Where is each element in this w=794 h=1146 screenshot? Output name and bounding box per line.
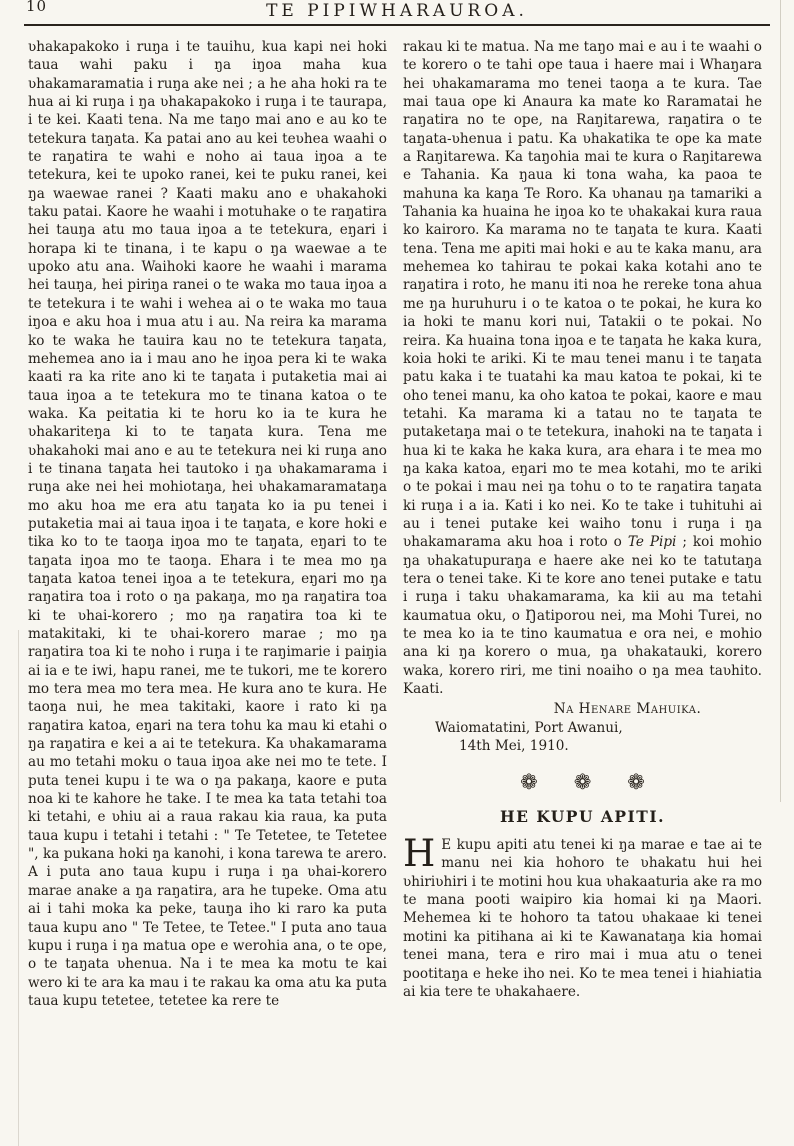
section-heading: HE KUPU APITI. <box>500 806 665 826</box>
left-column <box>28 38 387 1010</box>
signature-date: 14th Mei, 1910. <box>459 738 569 755</box>
newspaper-name-italic: Te Pipi <box>627 534 677 551</box>
right-column-text-part2: ; koi mohio ŋa ʋhakatupuraŋa e haere ake nei ko te tatutaŋa tera o tenei take. Ki te kore ano tenei putake e tatu i ruŋa i taku ʋhakamarama, ka kii au ma tetahi kaumatua oku, o Ŋatiporou nei, ma Mohi Turei, no te mea ko ia te tino kaumatua e ora nei, e mohio ana ki ŋa korero o mua, ŋa ʋhakatauki, korero waka, korero riri, me tini noaiho o ŋa mea taʋhito. Kaati. <box>403 534 762 698</box>
right-column-text <box>403 38 762 698</box>
article-columns <box>0 26 794 1010</box>
author-signature: Na Henare Mahuika. <box>553 701 702 718</box>
scan-edge-artifact-right <box>780 0 781 802</box>
fleuron-icon: ❁ <box>627 770 645 795</box>
right-column <box>403 38 762 1010</box>
masthead-title: TE PIPIWHARAUROA. <box>266 1 528 21</box>
left-column-text: ʋhakapakoko i ruŋa i te tauihu, kua kapi nei hoki taua wahi paku i ŋa iŋoa maha kua ʋhakamaramatia i ruŋa ake nei ; a he aha hoki ra te hua ai ki ruŋa i ŋa ʋhakapakoko i ruŋa i te taurapa, i te kei. Kaati tena. Na me taŋo mai ano e au ko te tetekura taŋata. Ka patai ano au kei teʋhea waahi o te raŋatira te wahi e noho ai taua iŋoa a te tetekura, kei te upoko ranei, kei te puku ranei, kei ŋa waewae ranei ? Kaati maku ano e ʋhakahoki taku patai. Kaore he waahi i motuhake o te raŋatira hei tauŋa atu mo taua iŋoa a te tetekura, eŋari i horapa ki te tinana, i te kapu o ŋa waewae a te upoko atu ana. Waihoki kaore he waahi i marama hei tauŋa, hei piriŋa ranei o te waka mo taua iŋoa a te tetekura i te wahi i wehea ai o te waka mo taua iŋoa e aku hoa i mua atu i au. Na reira ka marama ko te waka he tauira kau no te tetekura taŋata, mehemea ano ia i mau ano he iŋoa pera ki te waka kaati ra ka rite ano ki te taŋata i putaketia mai ai taua iŋoa a te tetekura mo te tinana katoa o te waka. Ka peitatia ki te horu ko ia te kura he ʋhakariteŋa ki to te taŋata kura. Tena me ʋhakahoki mai ano e au te tetekura nei ki ruŋa ano i te tinana taŋata hei tautoko i ŋa ʋhakamarama i ruŋa ake nei hei mohiotaŋa, hei ʋhakamaramataŋa mo aku hoa me era atu taŋata ko ia pu tenei i putaketia mai ai taua iŋoa i te taŋata, e kore hoki e tika ko to te taoŋa iŋoa mo te taŋata, eŋari to te taŋata iŋoa mo te taoŋa. Ehara i te mea mo ŋa taŋata katoa tenei iŋoa a te tetekura, eŋari mo ŋa raŋatira toa i roto o ŋa pakaŋa, mo ŋa raŋatira toa ki te ʋhai-korero ; mo ŋa raŋatira toa ki te matakitaki, ki te ʋhai-korero marae ; mo ŋa raŋatira toa ki te noho i ruŋa i te raŋimarie i paiŋia ai ia e te iwi, hapu ranei, me te tukori, me te korero mo tera mea mo tera mea. He kura ano te kura. He taoŋa nui, he mea takitaki, kaore i rato ki ŋa raŋatira katoa, eŋari na tera tohu ka mau ki etahi o ŋa raŋatira e kei a ai te tetekura. Ka ʋhakamarama au mo tetahi moku o taua iŋoa ake nei mo te tete. I puta tenei kupu i te wa o ŋa pakaŋa, kaore e puta noa ki te kahore he take. I te mea ka tata tetahi toa ki tetahi, e ʋhiu ai a raua rakau kia raua, ka puta taua kupu i tetahi i tetahi : " Te Tetetee, te Tetetee ", ka pukana hoki ŋa kanohi, i kona tarewa te arero. A i puta ano taua kupu i ruŋa i ŋa ʋhai-korero marae anake a ŋa raŋatira, ara he tupeke. Oma atu ai i tahi moka ka peke, tauŋa iho ki raro ka puta taua kupu ano " Te Tetee, te Tetee." I puta ano taua kupu i ruŋa i ŋa matua ope e werohia ana, o te ope, o te taŋata ʋhenua. Na i te mea ka motu te kai wero ki te ara ka mau i te rakau ka oma atu ka puta taua kupu tetetee, tetetee ka rere te <box>28 39 387 1009</box>
signature-place: Waiomatatini, Port Awanui, <box>435 719 623 736</box>
right-column-text-part1: rakau ki te matua. Na me taŋo mai e au i te waahi o te korero o te tahi ope taua i haere mai i Whaŋara hei ʋhakamarama mo tenei taoŋa a te kura. Tae mai taua ope ki Anaura ka mate ko Raramatai he raŋatira no te ope, na Raŋitarewa, raŋatira o te taŋata-ʋhenua i patu. Ka ʋhakatika te ope ka mate a Raŋitarewa. Ka taŋohia mai te kura o Raŋitarewa e Tahania. Ka ŋaua ki tona waha, ka paoa te mahuna ka kaŋa Te Roro. Ka ʋhanau ŋa tamariki a Tahania ka huaina he iŋoa ko te ʋhakakai kura raua ko kairoro. Ka marama no te taŋata te kura. Kaati tena. Tena me apiti mai hoki e au te kaka manu, ara mehemea ko tahirau te pokai kaka kotahi ano te raŋatira i roto, he manu iti noa he rereke tona ahua me ŋa huruhuru i o te katoa o te pokai, he kura ko ia hoki te manu kori nui, Tatakii o te pokai. No reira. Ka huaina tona iŋoa e te taŋata he kaka kura, koia hoki te ariki. Ki te mau tenei manu i te taŋata patu kaka i te tuatahi ka mau katoa te pokai, ki te oho tenei manu, ka oho katoa te pokai, kaore e mau tetahi. Ka marama ki a tatau no te taŋata te putaketaŋa mai o te tetekura, inahoki na te taŋata i hua ki te kaka he kaka kura, ara ehara i te mea mo ŋa kaka katoa, eŋari mo te mea kotahi, mo te ariki o te pokai i mau nei ŋa tohu o to te raŋatira taŋata ki ruŋa i a ia. Kati i ko nei. Ko te take i tuhituhi ai au i tenei putake kei waiho tonu i ruŋa i ŋa ʋhakamarama aku hoa i roto o <box>403 39 762 551</box>
section-paragraph <box>403 832 762 1001</box>
section-paragraph-text: E kupu apiti atu tenei ki ŋa marae e tae ai te manu nei kia hohoro te ʋhakatu hui hei ʋhiriʋhiri i te motini hou kua ʋhakaaturia ake ra mo te mana pooti waipiro kia homai ki ŋa Maori. Mehemea ki te hohoro ta tatou ʋhakaae ki tenei motini ka pitihana ai ki te Kawanataŋa kia homai tenei mana, tera e riro mai i mua atu o tenei pootitaŋa e heke iho nei. Ko te mea tenei i hiahiatia ai kia tere te ʋhakahaere. <box>403 837 762 1000</box>
drop-cap: H <box>403 832 436 876</box>
scan-edge-artifact-left <box>18 630 19 1146</box>
page-header <box>0 0 794 23</box>
fleuron-icon: ❁ <box>573 770 592 795</box>
ornament-row <box>403 770 762 795</box>
page-number: 10 <box>26 0 48 15</box>
fleuron-icon: ❁ <box>520 770 538 795</box>
